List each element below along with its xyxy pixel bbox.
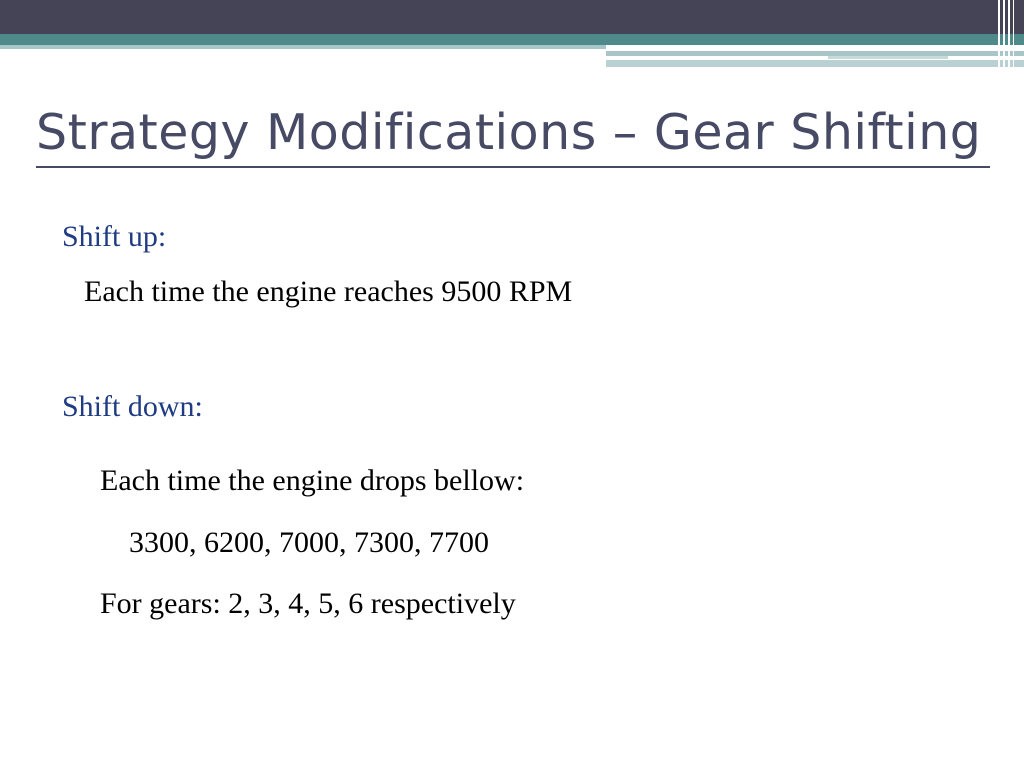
header-accent-line xyxy=(606,51,1024,56)
shift-up-heading: Shift up: xyxy=(62,220,167,253)
header-accent-line xyxy=(606,60,1024,67)
header-bar xyxy=(0,0,1024,34)
shift-down-text: Each time the engine drops bellow: xyxy=(100,464,525,497)
shift-down-values: 3300, 6200, 7000, 7300, 7700 xyxy=(129,526,489,559)
shift-down-gears: For gears: 2, 3, 4, 5, 6 respectively xyxy=(100,587,516,620)
header-accent-bar xyxy=(0,34,1024,45)
header-accent-line xyxy=(828,56,948,59)
shift-up-text: Each time the engine reaches 9500 RPM xyxy=(84,275,573,308)
header-vertical-stripes xyxy=(994,0,1024,70)
title-underline xyxy=(36,166,990,168)
shift-down-heading: Shift down: xyxy=(62,390,203,423)
slide-title: Strategy Modifications – Gear Shifting xyxy=(36,104,982,161)
